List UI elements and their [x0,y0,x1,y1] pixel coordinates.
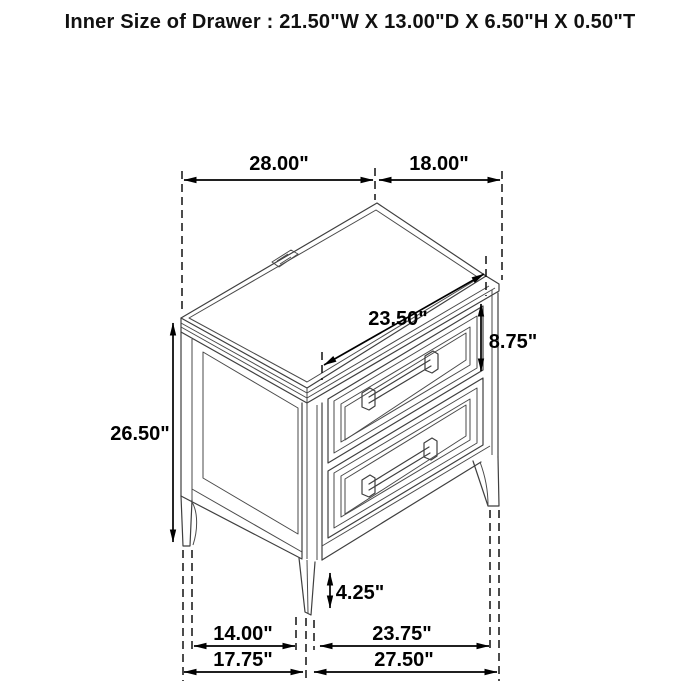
dim-drawer-opening-width-label: 23.50" [368,308,428,330]
dim-top-width-label: 28.00" [249,153,309,175]
bottom-apron [322,446,490,560]
dim-top-depth-label: 18.00" [409,153,469,175]
nightstand-drawing [181,203,499,615]
dim-base-depth-label: 17.75" [213,649,273,671]
top-bracket [272,250,298,267]
extension-lines [182,168,502,681]
dim-leg-height-label: 4.25" [335,582,385,604]
front-leg [299,558,315,615]
dimension-labels [110,153,537,671]
drawer-bottom-handle [362,438,437,497]
dim-base-width-label: 27.50" [374,649,434,671]
dim-overall-height-label: 26.50" [110,423,170,445]
page-title: Inner Size of Drawer : 21.50"W X 13.00"D X 6.50"H X 0.50"T [64,11,636,33]
dim-leg-span-side-label: 14.00" [213,623,273,645]
front-corner-post [302,403,322,560]
dim-drawer-bank-height-label: 8.75" [488,331,538,353]
dim-leg-span-front-label: 23.75" [372,623,432,645]
right-edge-stile [492,290,498,457]
drawer-bottom [328,378,483,538]
drawer-top-handle [362,351,438,410]
